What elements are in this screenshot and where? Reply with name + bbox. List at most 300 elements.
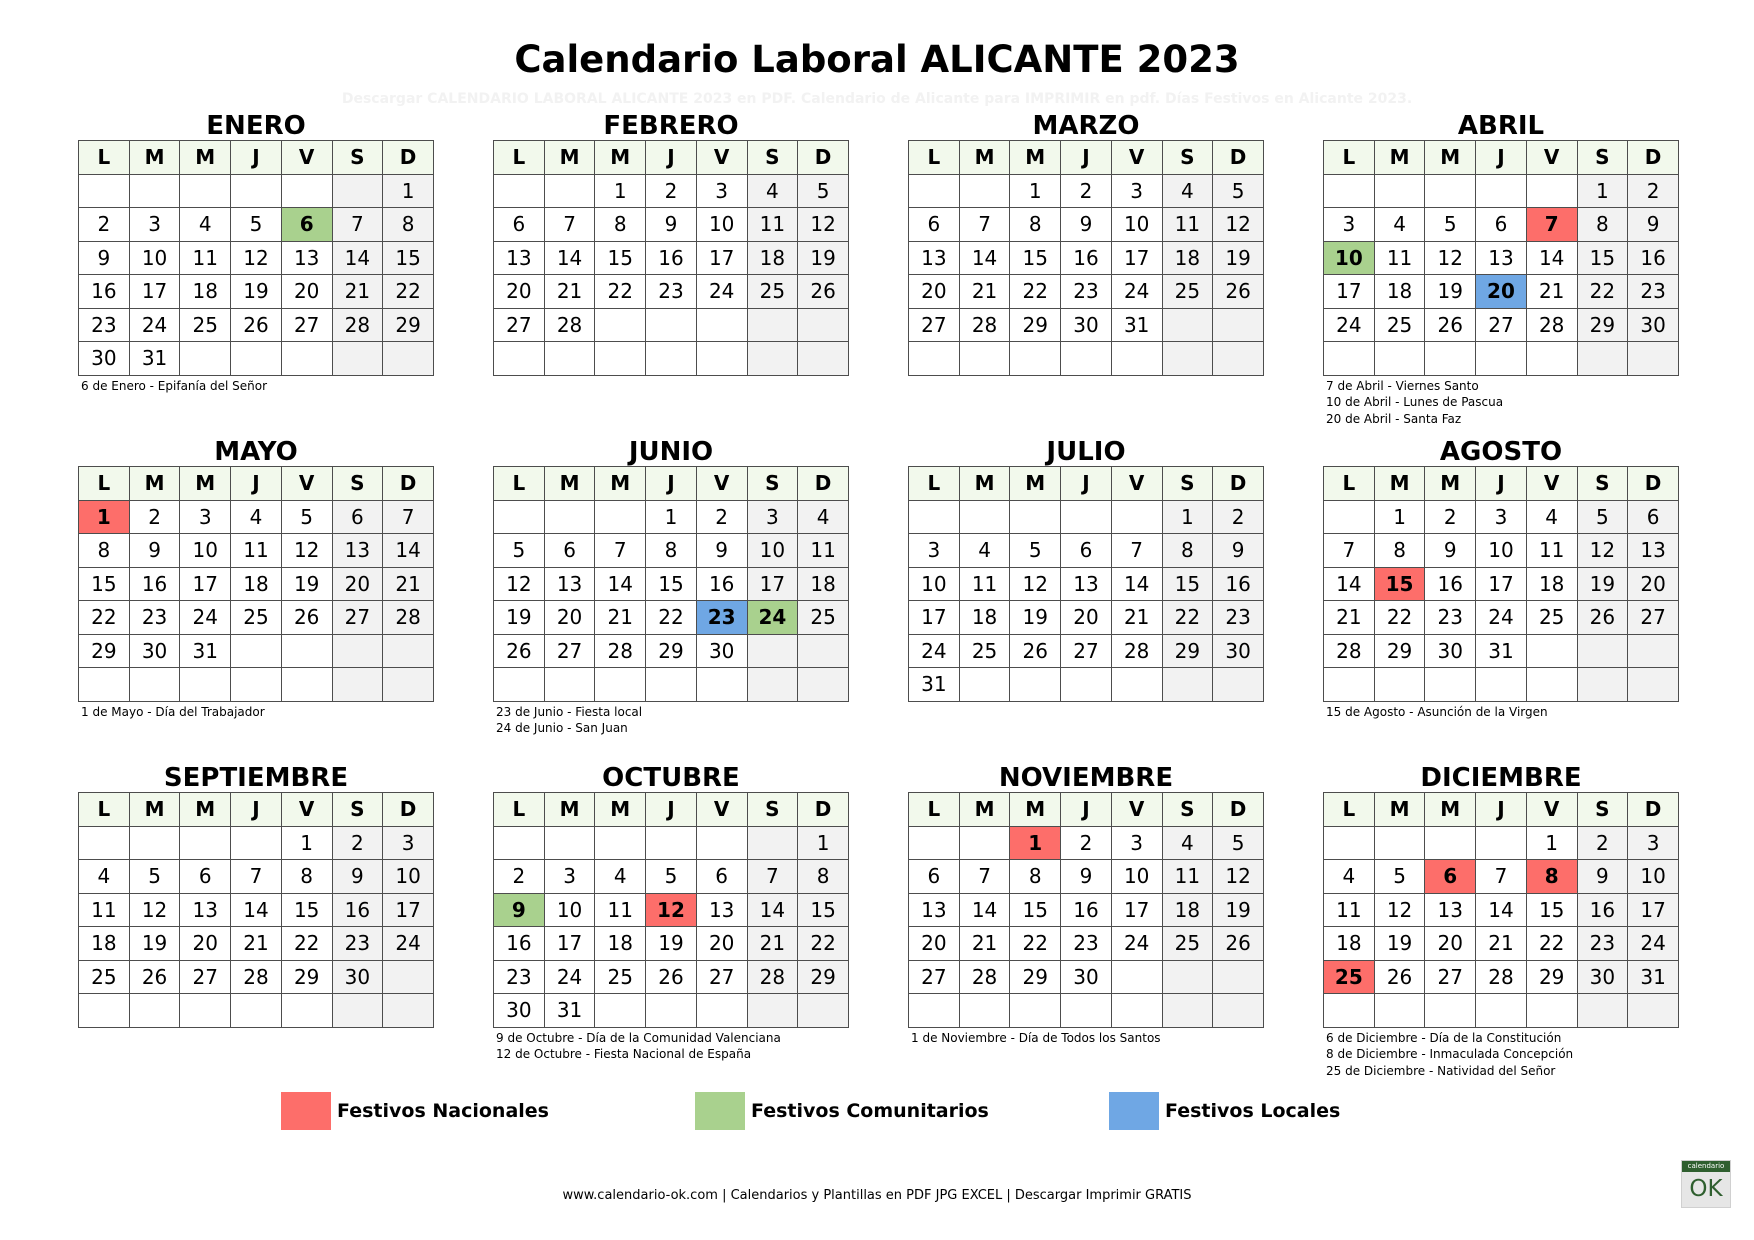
day-cell: 18	[1162, 241, 1213, 275]
day-cell: 11	[1526, 534, 1577, 568]
day-cell: 6	[1628, 500, 1679, 534]
weekday-header: L	[1324, 793, 1375, 827]
day-cell: 6	[1061, 534, 1112, 568]
day-cell: 17	[180, 567, 231, 601]
day-cell: 20	[544, 601, 595, 635]
day-cell: 11	[798, 534, 849, 568]
day-cell: 30	[1628, 308, 1679, 342]
weekday-header: M	[1374, 467, 1425, 501]
day-cell: 9	[332, 860, 383, 894]
day-cell: 29	[1526, 960, 1577, 994]
weekday-header: S	[1162, 467, 1213, 501]
day-cell: 7	[383, 500, 434, 534]
day-cell: 22	[281, 927, 332, 961]
day-cell: 4	[79, 860, 130, 894]
day-cell: 6	[909, 208, 960, 242]
month-noviembre	[908, 760, 1264, 1046]
day-cell: 23	[696, 601, 747, 635]
weekday-header: M	[129, 467, 180, 501]
empty-cell	[1324, 174, 1375, 208]
day-cell: 10	[1628, 860, 1679, 894]
empty-cell	[595, 994, 646, 1028]
day-cell: 26	[1213, 275, 1264, 309]
empty-cell	[129, 174, 180, 208]
day-cell: 21	[959, 275, 1010, 309]
empty-cell	[383, 994, 434, 1028]
month-enero	[78, 108, 434, 394]
day-cell: 31	[909, 668, 960, 702]
day-cell: 18	[180, 275, 231, 309]
holiday-note: 10 de Abril - Lunes de Pascua	[1326, 395, 1504, 409]
day-cell: 12	[1577, 534, 1628, 568]
day-cell: 2	[1628, 174, 1679, 208]
day-cell: 10	[747, 534, 798, 568]
day-cell: 24	[1628, 927, 1679, 961]
day-cell: 12	[646, 893, 697, 927]
day-cell: 3	[1324, 208, 1375, 242]
day-cell: 18	[747, 241, 798, 275]
day-cell: 30	[1061, 960, 1112, 994]
day-cell: 18	[231, 567, 282, 601]
month-abril	[1323, 108, 1679, 427]
weekday-header: M	[1425, 141, 1476, 175]
day-cell: 24	[544, 960, 595, 994]
day-cell: 27	[1061, 634, 1112, 668]
day-cell: 30	[494, 994, 545, 1028]
day-cell: 20	[1628, 567, 1679, 601]
day-cell: 30	[79, 342, 130, 376]
day-cell: 25	[959, 634, 1010, 668]
weekday-header: M	[595, 141, 646, 175]
day-cell: 25	[180, 308, 231, 342]
day-cell: 8	[281, 860, 332, 894]
holiday-notes	[1323, 704, 1679, 721]
day-cell: 19	[1010, 601, 1061, 635]
holiday-notes	[78, 378, 434, 395]
day-cell: 31	[1476, 634, 1527, 668]
day-cell: 1	[646, 500, 697, 534]
day-cell: 23	[79, 308, 130, 342]
day-cell: 21	[959, 927, 1010, 961]
empty-cell	[1111, 668, 1162, 702]
day-cell: 13	[332, 534, 383, 568]
day-cell: 7	[231, 860, 282, 894]
day-cell: 31	[1111, 308, 1162, 342]
day-cell: 25	[747, 275, 798, 309]
empty-cell	[747, 634, 798, 668]
holiday-note: 8 de Diciembre - Inmaculada Concepción	[1326, 1047, 1574, 1061]
day-cell: 23	[646, 275, 697, 309]
month-name: DICIEMBRE	[1420, 763, 1582, 793]
page-subtitle: Descargar CALENDARIO LABORAL ALICANTE 2023 en PDF. Calendario de Alicante para IMPRIMIR en pdf. Días Festivos en Alicante 2023.	[341, 91, 1413, 107]
day-cell: 27	[696, 960, 747, 994]
day-cell: 2	[1061, 174, 1112, 208]
day-cell: 4	[231, 500, 282, 534]
day-cell: 22	[79, 601, 130, 635]
day-cell: 9	[1061, 208, 1112, 242]
day-cell: 13	[1628, 534, 1679, 568]
day-cell: 29	[1374, 634, 1425, 668]
day-cell: 5	[1213, 174, 1264, 208]
day-cell: 10	[129, 241, 180, 275]
day-cell: 20	[1425, 927, 1476, 961]
day-cell: 16	[1061, 893, 1112, 927]
month-name: ABRIL	[1457, 111, 1545, 141]
day-cell: 1	[1010, 174, 1061, 208]
day-cell: 1	[1374, 500, 1425, 534]
day-cell: 7	[747, 860, 798, 894]
day-cell: 1	[281, 826, 332, 860]
day-cell: 5	[1374, 860, 1425, 894]
day-cell: 30	[332, 960, 383, 994]
day-cell: 3	[1111, 174, 1162, 208]
empty-cell	[1526, 634, 1577, 668]
day-cell: 25	[1374, 308, 1425, 342]
month-name: OCTUBRE	[602, 763, 740, 793]
day-cell: 10	[696, 208, 747, 242]
day-cell: 21	[544, 275, 595, 309]
day-cell: 12	[1213, 860, 1264, 894]
empty-cell	[129, 994, 180, 1028]
day-cell: 3	[1476, 500, 1527, 534]
weekday-header: M	[544, 793, 595, 827]
day-cell: 3	[1628, 826, 1679, 860]
empty-cell	[180, 994, 231, 1028]
weekday-header: S	[1577, 467, 1628, 501]
day-cell: 1	[798, 826, 849, 860]
month-name: MARZO	[1032, 111, 1140, 141]
day-cell: 16	[129, 567, 180, 601]
weekday-header: M	[544, 141, 595, 175]
empty-cell	[231, 668, 282, 702]
logo-top-text: calendario	[1682, 1161, 1730, 1172]
day-cell: 23	[1425, 601, 1476, 635]
month-table	[493, 792, 849, 1028]
day-cell: 16	[1213, 567, 1264, 601]
logo-ok-text: OK	[1689, 1176, 1723, 1202]
empty-cell	[332, 342, 383, 376]
day-cell: 26	[1010, 634, 1061, 668]
weekday-header: D	[798, 793, 849, 827]
day-cell: 18	[1324, 927, 1375, 961]
empty-cell	[79, 174, 130, 208]
day-cell: 8	[1162, 534, 1213, 568]
day-cell: 4	[959, 534, 1010, 568]
month-diciembre	[1323, 760, 1679, 1079]
day-cell: 25	[1162, 275, 1213, 309]
day-cell: 26	[281, 601, 332, 635]
calendario-ok-logo[interactable]	[1681, 1160, 1731, 1208]
holiday-notes	[78, 704, 434, 721]
day-cell: 27	[909, 960, 960, 994]
day-cell: 29	[1010, 308, 1061, 342]
legend-nacional	[281, 1092, 549, 1130]
day-cell: 2	[1061, 826, 1112, 860]
day-cell: 11	[1162, 208, 1213, 242]
empty-cell	[1213, 994, 1264, 1028]
day-cell: 17	[1111, 241, 1162, 275]
day-cell: 30	[1577, 960, 1628, 994]
day-cell: 26	[798, 275, 849, 309]
empty-cell	[1010, 500, 1061, 534]
day-cell: 10	[1476, 534, 1527, 568]
empty-cell	[798, 308, 849, 342]
day-cell: 14	[332, 241, 383, 275]
day-cell: 20	[494, 275, 545, 309]
empty-cell	[544, 668, 595, 702]
day-cell: 25	[798, 601, 849, 635]
day-cell: 20	[281, 275, 332, 309]
day-cell: 17	[909, 601, 960, 635]
day-cell: 26	[231, 308, 282, 342]
empty-cell	[1010, 668, 1061, 702]
day-cell: 26	[1577, 601, 1628, 635]
day-cell: 27	[909, 308, 960, 342]
day-cell: 3	[383, 826, 434, 860]
empty-cell	[646, 668, 697, 702]
weekday-header: V	[1526, 467, 1577, 501]
empty-cell	[383, 668, 434, 702]
day-cell: 21	[1111, 601, 1162, 635]
day-cell: 9	[646, 208, 697, 242]
day-cell: 21	[1324, 601, 1375, 635]
day-cell: 13	[180, 893, 231, 927]
day-cell: 9	[79, 241, 130, 275]
day-cell: 22	[1577, 275, 1628, 309]
empty-cell	[1425, 668, 1476, 702]
month-table	[1323, 792, 1679, 1028]
day-cell: 4	[1162, 174, 1213, 208]
empty-cell	[1425, 826, 1476, 860]
weekday-header: M	[959, 141, 1010, 175]
day-cell: 8	[1526, 860, 1577, 894]
day-cell: 16	[79, 275, 130, 309]
empty-cell	[231, 342, 282, 376]
day-cell: 19	[1374, 927, 1425, 961]
day-cell: 28	[383, 601, 434, 635]
day-cell: 21	[1526, 275, 1577, 309]
day-cell: 4	[1526, 500, 1577, 534]
holiday-notes	[493, 704, 849, 737]
empty-cell	[1061, 994, 1112, 1028]
day-cell: 13	[1425, 893, 1476, 927]
day-cell: 4	[1162, 826, 1213, 860]
month-octubre	[493, 760, 849, 1063]
day-cell: 20	[1061, 601, 1112, 635]
empty-cell	[383, 342, 434, 376]
weekday-header: V	[1526, 141, 1577, 175]
day-cell: 1	[79, 500, 130, 534]
empty-cell	[1425, 342, 1476, 376]
weekday-header: D	[1213, 467, 1264, 501]
weekday-header: M	[1374, 141, 1425, 175]
day-cell: 13	[909, 893, 960, 927]
weekday-header: L	[1324, 141, 1375, 175]
day-cell: 20	[1476, 275, 1527, 309]
day-cell: 1	[1162, 500, 1213, 534]
day-cell: 17	[129, 275, 180, 309]
empty-cell	[1162, 960, 1213, 994]
day-cell: 26	[1213, 927, 1264, 961]
empty-cell	[1010, 994, 1061, 1028]
empty-cell	[909, 994, 960, 1028]
day-cell: 12	[1425, 241, 1476, 275]
empty-cell	[747, 826, 798, 860]
weekday-header: L	[494, 141, 545, 175]
empty-cell	[646, 342, 697, 376]
holiday-note: 7 de Abril - Viernes Santo	[1326, 378, 1479, 393]
day-cell: 15	[281, 893, 332, 927]
empty-cell	[909, 500, 960, 534]
calendar-grid	[78, 108, 1678, 1088]
day-cell: 16	[1577, 893, 1628, 927]
holiday-note: 23 de Junio - Fiesta local	[496, 704, 643, 719]
day-cell: 5	[798, 174, 849, 208]
empty-cell	[1628, 342, 1679, 376]
empty-cell	[696, 994, 747, 1028]
day-cell: 8	[383, 208, 434, 242]
holiday-note: 25 de Diciembre - Natividad del Señor	[1326, 1063, 1556, 1078]
empty-cell	[909, 342, 960, 376]
day-cell: 21	[231, 927, 282, 961]
day-cell: 12	[1213, 208, 1264, 242]
day-cell: 13	[696, 893, 747, 927]
day-cell: 8	[646, 534, 697, 568]
day-cell: 25	[231, 601, 282, 635]
empty-cell	[544, 174, 595, 208]
day-cell: 29	[281, 960, 332, 994]
day-cell: 17	[696, 241, 747, 275]
month-name: AGOSTO	[1439, 437, 1563, 467]
day-cell: 23	[129, 601, 180, 635]
day-cell: 15	[1526, 893, 1577, 927]
day-cell: 5	[1577, 500, 1628, 534]
day-cell: 5	[281, 500, 332, 534]
day-cell: 26	[129, 960, 180, 994]
weekday-header: S	[1577, 141, 1628, 175]
day-cell: 8	[595, 208, 646, 242]
day-cell: 3	[129, 208, 180, 242]
day-cell: 27	[1476, 308, 1527, 342]
day-cell: 7	[595, 534, 646, 568]
day-cell: 1	[1577, 174, 1628, 208]
month-table	[908, 466, 1264, 702]
empty-cell	[332, 634, 383, 668]
day-cell: 20	[909, 927, 960, 961]
day-cell: 19	[129, 927, 180, 961]
holiday-note: 20 de Abril - Santa Faz	[1326, 411, 1462, 426]
day-cell: 28	[959, 308, 1010, 342]
empty-cell	[1111, 500, 1162, 534]
day-cell: 10	[544, 893, 595, 927]
day-cell: 17	[1324, 275, 1375, 309]
day-cell: 25	[595, 960, 646, 994]
day-cell: 11	[1374, 241, 1425, 275]
page-title: Calendario Laboral ALICANTE 2023	[514, 38, 1240, 81]
empty-cell	[798, 668, 849, 702]
empty-cell	[1526, 174, 1577, 208]
weekday-header: J	[1061, 141, 1112, 175]
weekday-header: V	[1111, 141, 1162, 175]
day-cell: 19	[281, 567, 332, 601]
day-cell: 3	[180, 500, 231, 534]
day-cell: 10	[1111, 860, 1162, 894]
day-cell: 24	[696, 275, 747, 309]
day-cell: 24	[180, 601, 231, 635]
empty-cell	[1425, 994, 1476, 1028]
day-cell: 22	[595, 275, 646, 309]
day-cell: 23	[1577, 927, 1628, 961]
day-cell: 22	[646, 601, 697, 635]
weekday-header: D	[1628, 141, 1679, 175]
weekday-header: V	[696, 467, 747, 501]
empty-cell	[1425, 174, 1476, 208]
day-cell: 2	[646, 174, 697, 208]
weekday-header: L	[909, 141, 960, 175]
empty-cell	[1213, 342, 1264, 376]
day-cell: 2	[494, 860, 545, 894]
weekday-header: M	[129, 141, 180, 175]
day-cell: 11	[595, 893, 646, 927]
day-cell: 19	[494, 601, 545, 635]
empty-cell	[231, 994, 282, 1028]
day-cell: 17	[383, 893, 434, 927]
day-cell: 2	[1425, 500, 1476, 534]
empty-cell	[1213, 960, 1264, 994]
weekday-header: V	[1111, 793, 1162, 827]
day-cell: 3	[696, 174, 747, 208]
day-cell: 3	[1111, 826, 1162, 860]
weekday-header: J	[646, 467, 697, 501]
empty-cell	[544, 500, 595, 534]
empty-cell	[959, 994, 1010, 1028]
day-cell: 22	[1526, 927, 1577, 961]
day-cell: 5	[1213, 826, 1264, 860]
empty-cell	[909, 826, 960, 860]
day-cell: 25	[79, 960, 130, 994]
legend-local	[1109, 1092, 1340, 1130]
empty-cell	[494, 500, 545, 534]
day-cell: 3	[747, 500, 798, 534]
empty-cell	[332, 994, 383, 1028]
day-cell: 27	[1628, 601, 1679, 635]
month-table	[78, 140, 434, 376]
empty-cell	[129, 826, 180, 860]
empty-cell	[1476, 826, 1527, 860]
weekday-header: M	[959, 467, 1010, 501]
day-cell: 19	[1213, 893, 1264, 927]
day-cell: 21	[1476, 927, 1527, 961]
empty-cell	[1577, 994, 1628, 1028]
weekday-header: J	[231, 141, 282, 175]
day-cell: 15	[595, 241, 646, 275]
day-cell: 14	[383, 534, 434, 568]
empty-cell	[1111, 994, 1162, 1028]
weekday-header: L	[79, 793, 130, 827]
footer-text[interactable]: www.calendario-ok.com | Calendarios y Plantillas en PDF JPG EXCEL | Descargar Imprimir GRATIS	[562, 1188, 1192, 1203]
day-cell: 1	[1526, 826, 1577, 860]
day-cell: 11	[79, 893, 130, 927]
empty-cell	[180, 668, 231, 702]
day-cell: 27	[180, 960, 231, 994]
empty-cell	[1374, 342, 1425, 376]
day-cell: 28	[595, 634, 646, 668]
day-cell: 18	[1526, 567, 1577, 601]
day-cell: 11	[231, 534, 282, 568]
day-cell: 18	[79, 927, 130, 961]
empty-cell	[595, 342, 646, 376]
day-cell: 30	[1213, 634, 1264, 668]
